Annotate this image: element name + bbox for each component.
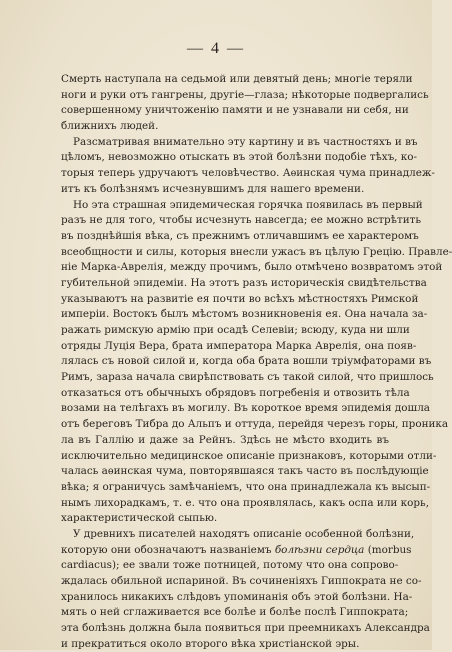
text-line: хранилось никакихъ слѣдовъ упоминанія объ этой болѣзни. На-: [61, 590, 413, 603]
text-line: въ позднѣйшія вѣка, съ прежнимъ отличавшимъ ее характеромъ: [61, 229, 419, 242]
text-line: лялась съ новой силой и, когда оба брата вошли тріумфаторами въ: [61, 355, 432, 368]
text-line: ноги и руки отъ гангрены, другіе—глаза; нѣкоторые подвергались: [61, 88, 429, 101]
latin-term: (morbus: [367, 543, 412, 556]
text-line: отряды Луція Вера, брата императора Марка Аврелія, она появ-: [61, 339, 417, 352]
text-line: характеристической сыпью.: [61, 512, 218, 525]
text-line: торыя теперь удручаютъ человѣчество. Аѳинская чума принадлеж-: [61, 167, 435, 180]
paragraph-first-line: Но эта страшная эпидемическая горячка появилась въ первый: [73, 198, 423, 211]
text-line: отъ береговъ Тибра до Альпъ и оттуда, перейдя черезъ горы, проника: [61, 418, 449, 431]
text-line: и прекратиться около второго вѣка христіанской эры.: [61, 637, 360, 650]
text-line: совершенному уничтоженію памяти и не узнавали ни себя, ни: [61, 104, 409, 117]
text-line: мять о ней сглаживается все болѣе и болѣе послѣ Гиппократа;: [61, 606, 409, 619]
text-line: cardiacus); ее звали тоже потницей, потому что она сопрово-: [61, 559, 399, 572]
paragraph-first-line: У древнихъ писателей находятъ описаніе особенной болѣзни,: [73, 527, 415, 540]
page-number-header: — 4 —: [187, 40, 245, 57]
text-line: ла въ Галлію и даже за Рейнъ. Здѣсь не мѣсто входить въ: [61, 433, 389, 446]
text-line: разъ не для того, чтобы исчезнуть навсегда; ее можно встрѣтить: [61, 214, 422, 227]
text-line: ражать римскую армію при осадѣ Селевіи; всюду, куда ни шли: [61, 324, 410, 336]
text-line: возами на телѣгахъ въ могилу. Въ короткое время эпидемія дошла: [61, 402, 431, 415]
paragraph-first-line: Разсматривая внимательно эту картину и въ частностяхъ и въ: [73, 135, 418, 148]
text-line: исключительно медицинское описаніе признаковъ, которыми отли-: [61, 449, 437, 462]
text-line: всеобщности и силы, которыя внесли ужасъ въ цѣлую Грецію. Правле-: [61, 245, 452, 258]
italic-term: болѣзни сердца: [274, 543, 365, 556]
text-line: ближнихъ людей.: [61, 120, 159, 133]
text-line: эта болѣзнь должна была появиться при преемникахъ Александра: [61, 622, 430, 635]
text-segment: которую они обозначаютъ названіемъ: [61, 543, 272, 556]
text-line: отказаться отъ обычныхъ обрядовъ погребенія и отвозить тѣла: [61, 386, 410, 399]
text-line: указываютъ на развитіе ея почти во всѣхъ мѣстностяхъ Римской: [61, 292, 419, 305]
text-line: ніе Марка-Аврелія, между прочимъ, было отмѣчено возвратомъ этой: [61, 261, 443, 274]
text-line: ждалась обильной испариной. Въ сочиненіяхъ Гиппократа не со-: [61, 575, 422, 587]
text-line: вѣка; я ограничусь замѣчаніемъ, что она принадлежала къ высып-: [61, 480, 431, 493]
text-line: нымъ лихорадкамъ, т. е. что она проявлялась, какъ оспа или корь,: [61, 496, 430, 509]
text-line: чалась аѳинская чума, повторявшаяся такъ часто въ послѣдующіе: [61, 465, 429, 478]
text-line: имперіи. Востокъ былъ мѣстомъ возникновенія ея. Она начала за-: [61, 308, 428, 321]
text-line: Смерть наступала на седьмой или девятый день; многіе теряли: [61, 73, 413, 85]
text-line-with-term: [61, 543, 412, 559]
text-line: Римъ, зараза начала свирѣпствовать съ такой силой, что пришлось: [61, 371, 434, 384]
body-text: [61, 72, 452, 652]
text-line: губительной эпидеміи. На этотъ разъ историческія свидѣтельства: [61, 276, 427, 289]
text-line: цѣломъ, невозможно отыскать въ этой болѣзни подобіе тѣхъ, ко-: [61, 151, 418, 164]
text-line: итъ къ болѣзнямъ исчезнувшимъ для нашего времени.: [61, 182, 365, 195]
